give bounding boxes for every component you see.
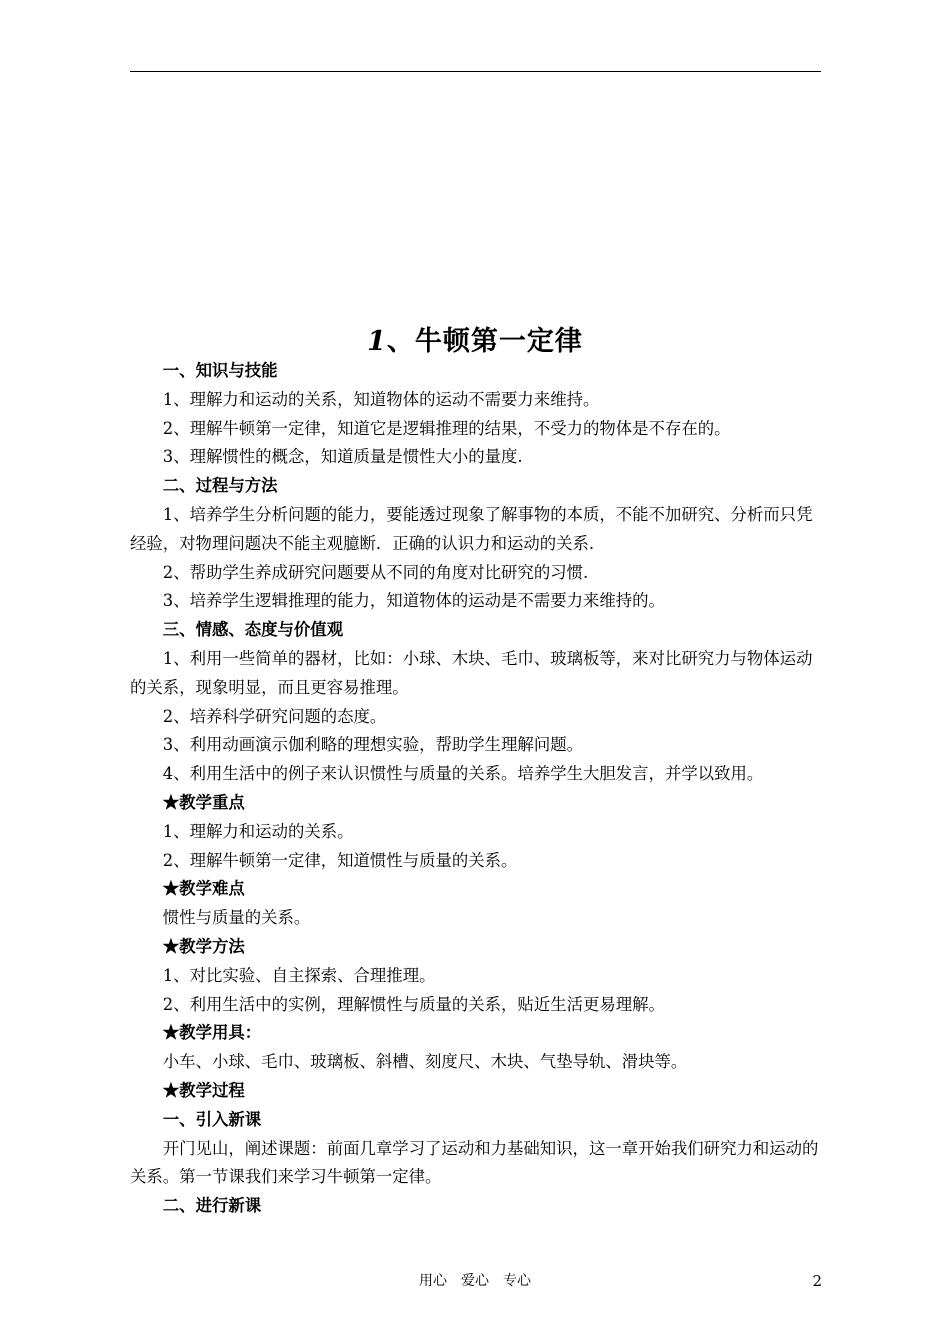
paragraph: 开门见山，阐述课题：前面几章学习了运动和力基础知识，这一章开始我们研究力和运动的关系。第一节课我们来学习牛顿第一定律。: [130, 1138, 819, 1187]
section-heading: 二、进行新课: [162, 1196, 262, 1216]
paragraph: 1、理解力和运动的关系，知道物体的运动不需要力来维持。: [162, 389, 600, 409]
paragraph: 3、理解惯性的概念，知道质量是惯性大小的量度.: [162, 447, 523, 467]
paragraph: 1、培养学生分析问题的能力，要能透过现象了解事物的本质，不能不加研究、分析而只凭经验，对物理问题决不能主观臆断．正确的认识力和运动的关系.: [130, 504, 813, 553]
paragraph: 4、利用生活中的例子来认识惯性与质量的关系。培养学生大胆发言，并学以致用。: [162, 764, 764, 784]
section-heading: 二、过程与方法: [162, 476, 278, 496]
section-heading: 一、知识与技能: [162, 361, 278, 380]
title-text: 、牛顿第一定律: [386, 326, 583, 357]
paragraph: 2、培养科学研究问题的态度。: [162, 706, 387, 726]
header-rule: [130, 71, 821, 72]
title-number: 1: [367, 326, 387, 357]
section-heading: ★教学过程: [162, 1080, 245, 1100]
section-heading: ★教学重点: [162, 792, 245, 812]
paragraph: 1、利用一些简单的器材，比如：小球、木块、毛巾、玻璃板等，来对比研究力与物体运动的关系，现象明显，而且更容易推理。: [130, 648, 813, 697]
paragraph: 3、利用动画演示伽利略的理想实验，帮助学生理解问题。: [162, 735, 583, 755]
paragraph: 惯性与质量的关系。: [162, 908, 311, 928]
paragraph: 3、培养学生逻辑推理的能力，知道物体的运动是不需要力来维持的。: [162, 591, 665, 611]
section-heading: 三、情感、态度与价值观: [162, 620, 344, 640]
paragraph: 2、理解牛顿第一定律，知道它是逻辑推理的结果，不受力的物体是不存在的。: [162, 418, 731, 438]
section-heading: ★教学用具：: [162, 1023, 262, 1043]
paragraph: 1、理解力和运动的关系。: [162, 821, 354, 841]
paragraph: 2、理解牛顿第一定律，知道惯性与质量的关系。: [162, 850, 518, 870]
page-title: [0, 322, 950, 362]
paragraph: 1、对比实验、自主探索、合理推理。: [162, 965, 436, 985]
paragraph: 小车、小球、毛巾、玻璃板、斜槽、刻度尺、木块、气垫导轨、滑块等。: [162, 1052, 688, 1072]
document-body: [130, 357, 822, 1221]
page-number: 2: [812, 1272, 822, 1290]
section-heading: ★教学方法: [162, 936, 245, 956]
paragraph: 2、利用生活中的实例，理解惯性与质量的关系，贴近生活更易理解。: [162, 994, 665, 1014]
paragraph: 2、帮助学生养成研究问题要从不同的角度对比研究的习惯.: [162, 562, 589, 582]
section-heading: ★教学难点: [162, 879, 245, 899]
section-heading: 一、引入新课: [162, 1109, 262, 1129]
page-footer: 用心 爱心 专心: [419, 1273, 531, 1289]
